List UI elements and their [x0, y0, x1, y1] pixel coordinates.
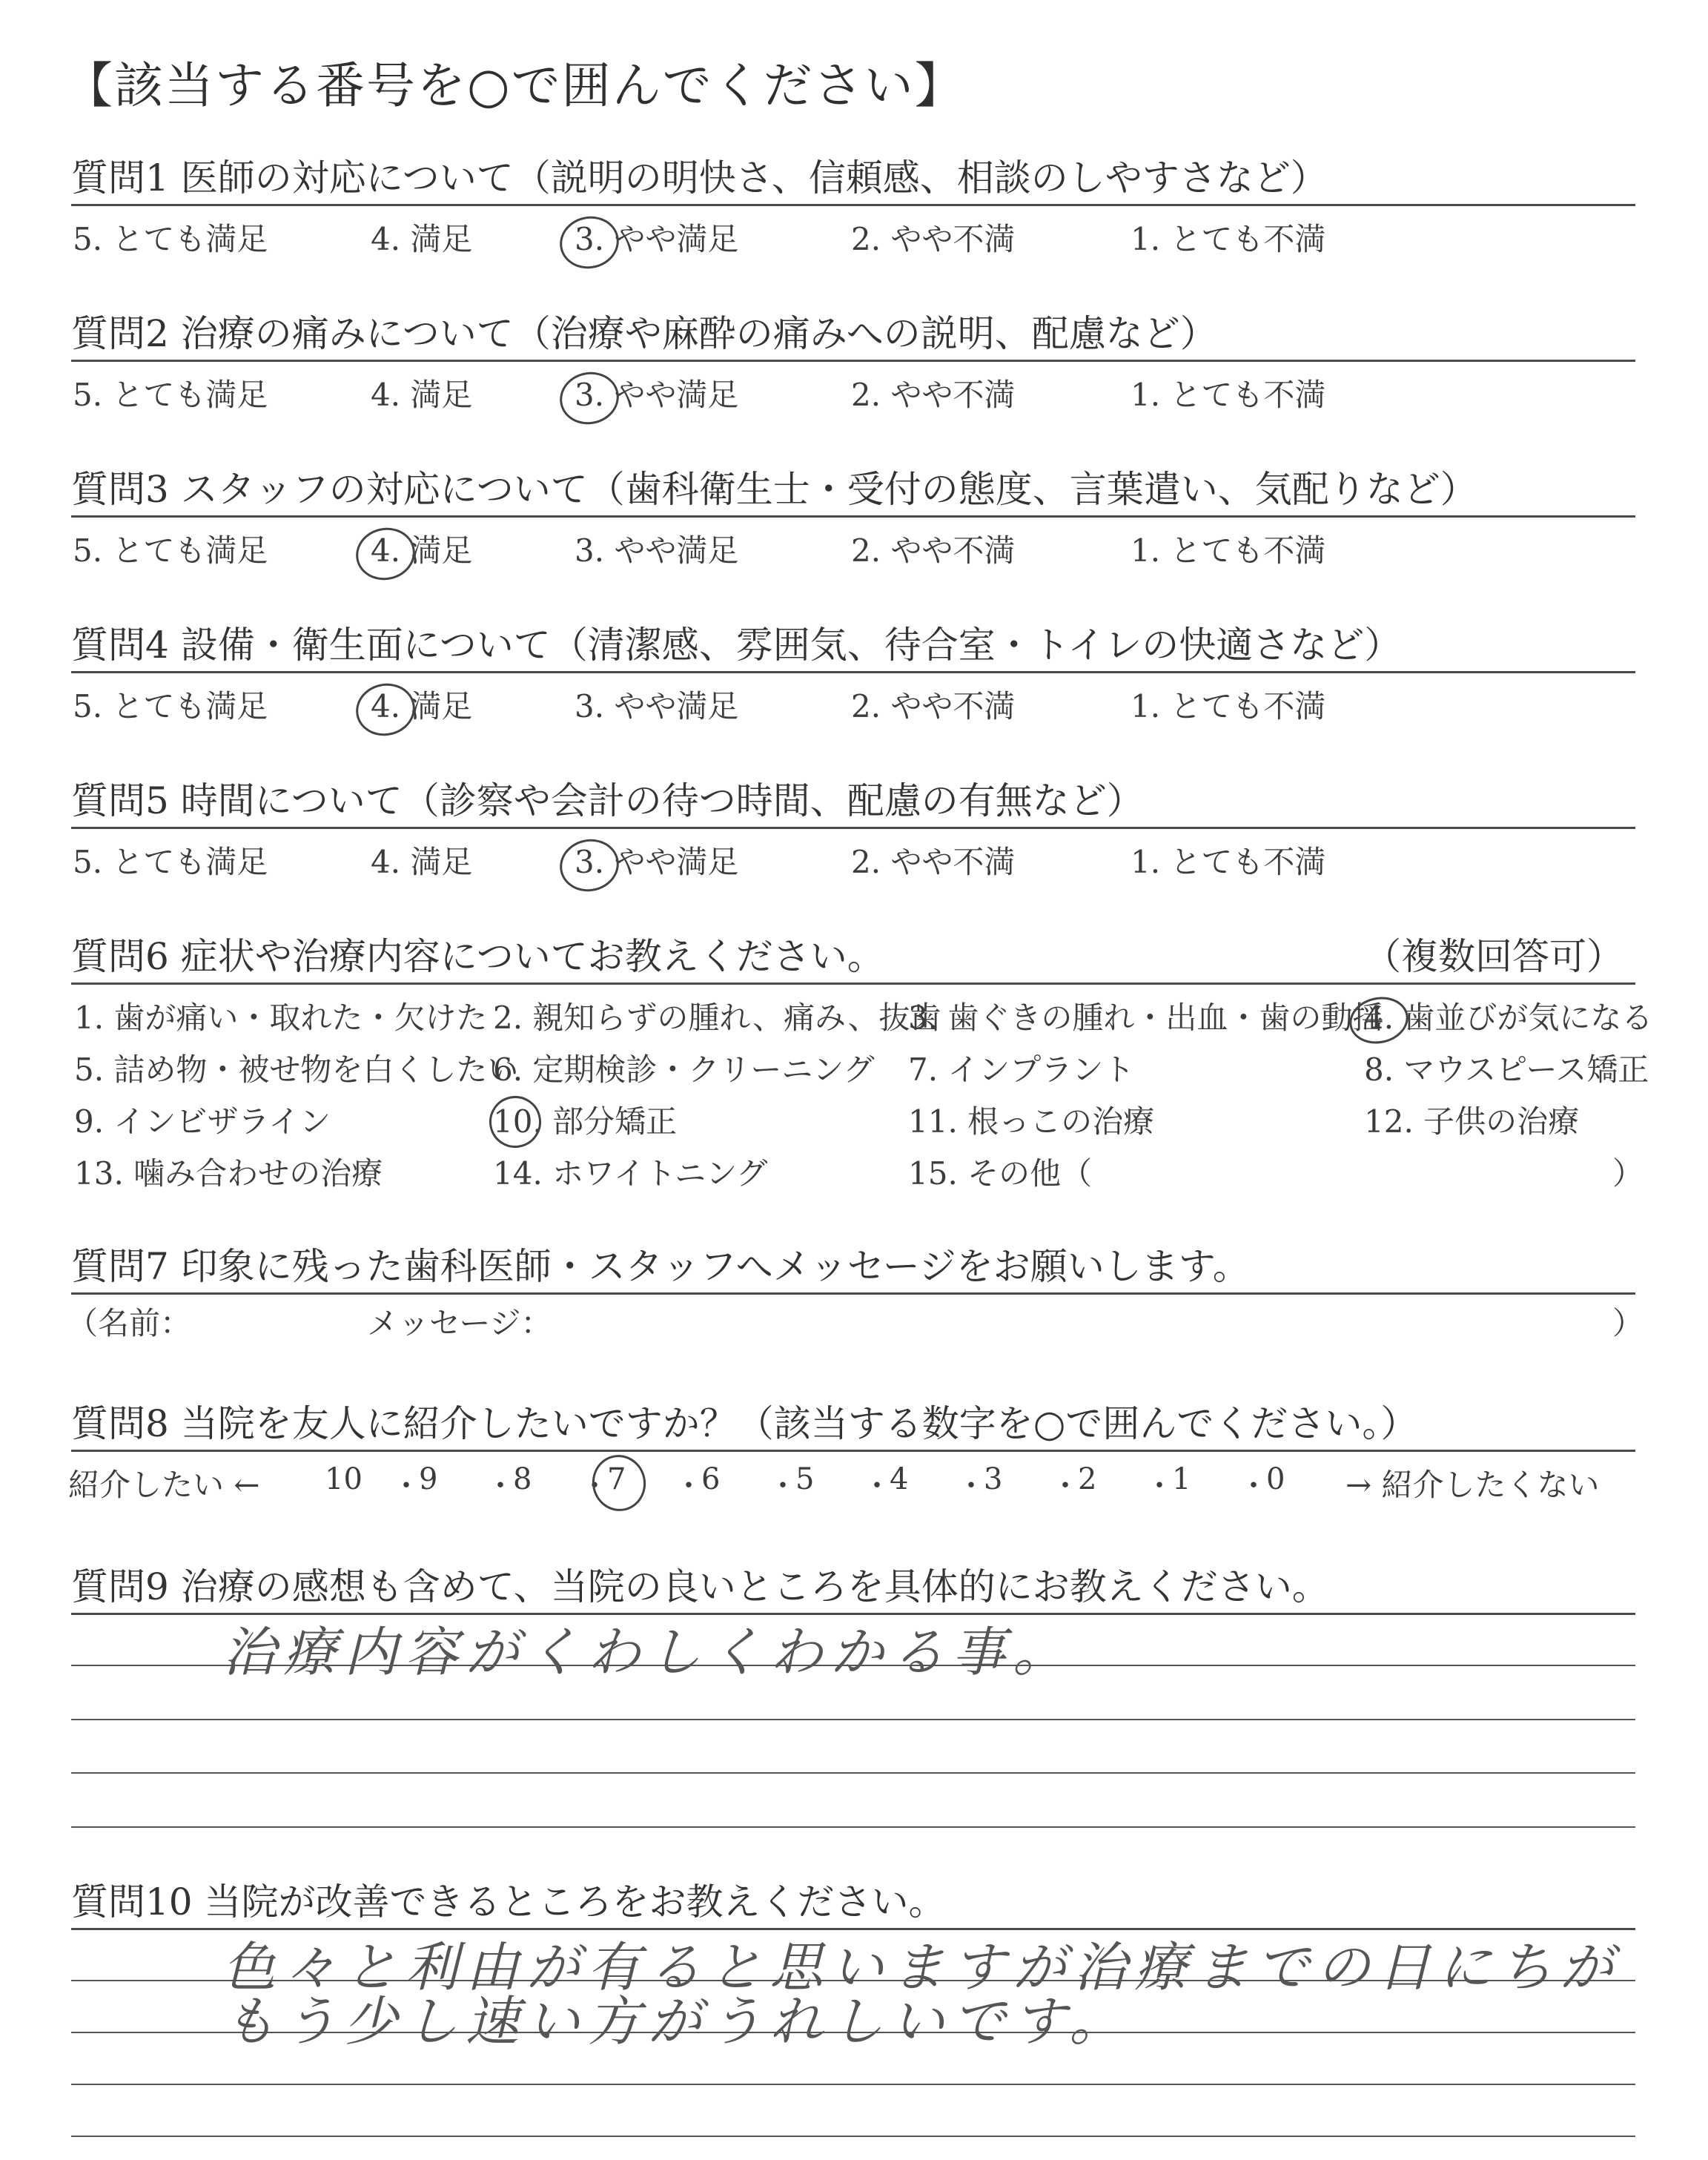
q1-option-2[interactable]: 2. やや不満: [851, 221, 1016, 257]
q8-separator-dot: ・: [674, 1469, 704, 1503]
q2-option-2[interactable]: 2. やや不満: [851, 377, 1016, 413]
question-1-title: 質問1 医師の対応について（説明の明快さ、信頼感、相談のしやすさなど）: [71, 156, 1328, 199]
q6-option-11[interactable]: 11. 根っこの治療: [908, 1103, 1155, 1140]
q8-scale-8[interactable]: 8: [513, 1462, 532, 1496]
q6-option-15[interactable]: 15. その他（: [908, 1155, 1093, 1192]
q8-left-label: 紹介したい ←: [68, 1467, 260, 1503]
q7-message-label: メッセージ：: [367, 1305, 552, 1341]
q2-option-1[interactable]: 1. とても不満: [1131, 377, 1326, 413]
q5-option-1[interactable]: 1. とても不満: [1131, 844, 1326, 880]
q1-option-1[interactable]: 1. とても不満: [1131, 221, 1326, 257]
writing-line: [71, 2136, 1635, 2137]
section-rule: [71, 1292, 1635, 1295]
q8-separator-dot: ・: [956, 1469, 986, 1503]
q6-option-10[interactable]: 10. 部分矯正: [493, 1103, 678, 1140]
q6-option-3[interactable]: 3. 歯ぐきの腫れ・出血・歯の動揺: [908, 1000, 1384, 1036]
q3-option-1[interactable]: 1. とても不満: [1131, 532, 1326, 569]
q3-option-5[interactable]: 5. とても満足: [73, 532, 268, 569]
q2-option-5[interactable]: 5. とても満足: [73, 377, 268, 413]
section-rule: [71, 827, 1635, 829]
writing-line: [71, 2084, 1635, 2085]
q8-separator-dot: ・: [1239, 1469, 1268, 1503]
question-5-title: 質問5 時間について（診察や会計の待つ時間、配慮の有無など）: [71, 779, 1144, 822]
q6-option-7[interactable]: 7. インプラント: [908, 1051, 1135, 1088]
writing-line: [71, 1826, 1635, 1828]
section-rule: [71, 360, 1635, 362]
q5-option-4[interactable]: 4. 満足: [371, 844, 473, 880]
q8-scale-5[interactable]: 5: [795, 1462, 815, 1496]
q8-right-label: → 紹介したくない: [1345, 1467, 1600, 1503]
q8-separator-dot: ・: [391, 1469, 421, 1503]
q5-option-3[interactable]: 3. やや満足: [575, 844, 739, 880]
q6-option-12[interactable]: 12. 子供の治療: [1364, 1103, 1580, 1140]
q7-close: ）: [1612, 1305, 1644, 1341]
q6-option-14[interactable]: 14. ホワイトニング: [493, 1155, 768, 1192]
q8-scale-10[interactable]: 10: [325, 1462, 363, 1496]
q4-option-5[interactable]: 5. とても満足: [73, 688, 268, 724]
q3-option-4[interactable]: 4. 満足: [371, 532, 473, 569]
section-rule: [71, 204, 1635, 206]
q8-scale-3[interactable]: 3: [984, 1462, 1003, 1496]
question-9-title: 質問9 治療の感想も含めて、当院の良いところを具体的にお教えください。: [71, 1565, 1329, 1608]
form-header: 【該当する番号を○で囲んでください】: [64, 57, 965, 114]
q8-scale-9[interactable]: 9: [419, 1462, 438, 1496]
question-6-note: （複数回答可）: [1364, 935, 1623, 978]
q5-option-5[interactable]: 5. とても満足: [73, 844, 268, 880]
q10-handwritten-answer-line2[interactable]: もう少し速い方がうれしいです。: [222, 1990, 1131, 2052]
q8-separator-dot: ・: [862, 1469, 892, 1503]
q3-option-3[interactable]: 3. やや満足: [575, 532, 739, 569]
q10-handwritten-answer-line1[interactable]: 色々と利由が有ると思いますが治療までの日にちが: [222, 1936, 1621, 1998]
writing-line: [71, 1719, 1635, 1720]
q4-option-2[interactable]: 2. やや不満: [851, 688, 1016, 724]
q6-option-5[interactable]: 5. 詰め物・被せ物を白くしたい: [74, 1051, 519, 1088]
q8-separator-dot: ・: [1145, 1469, 1174, 1503]
q2-option-3[interactable]: 3. やや満足: [575, 377, 739, 413]
q1-option-3[interactable]: 3. やや満足: [575, 221, 739, 257]
q5-option-2[interactable]: 2. やや不満: [851, 844, 1016, 880]
q6-option-6[interactable]: 6. 定期検診・クリーニング: [493, 1051, 875, 1088]
section-rule: [71, 1450, 1635, 1452]
q8-selection-circle: [587, 1450, 651, 1516]
q6-option-4[interactable]: 4. 歯並びが気になる: [1364, 1000, 1653, 1036]
q7-name-label: （名前：: [67, 1305, 192, 1341]
question-6-title: 質問6 症状や治療内容についてお教えください。: [71, 935, 884, 978]
q8-scale-1[interactable]: 1: [1172, 1462, 1191, 1496]
section-rule: [71, 515, 1635, 518]
q6-option-13[interactable]: 13. 噛み合わせの治療: [74, 1155, 383, 1192]
question-8-title: 質問8 当院を友人に紹介したいですか？（該当する数字を○で囲んでください。）: [71, 1402, 1418, 1445]
q8-separator-dot: ・: [1050, 1469, 1080, 1503]
q1-option-5[interactable]: 5. とても満足: [73, 221, 268, 257]
question-4-title: 質問4 設備・衛生面について（清潔感、雰囲気、待合室・トイレの快適さなど）: [71, 624, 1402, 667]
q6-option-8[interactable]: 8. マウスピース矯正: [1364, 1051, 1649, 1088]
q3-option-2[interactable]: 2. やや不満: [851, 532, 1016, 569]
section-rule: [71, 671, 1635, 673]
q8-scale-2[interactable]: 2: [1078, 1462, 1097, 1496]
q8-separator-dot: ・: [768, 1469, 798, 1503]
q4-option-4[interactable]: 4. 満足: [371, 688, 473, 724]
question-7-title: 質問7 印象に残った歯科医師・スタッフへメッセージをお願いします。: [71, 1245, 1250, 1288]
q6-option-1[interactable]: 1. 歯が痛い・取れた・欠けた: [74, 1000, 488, 1036]
writing-line: [71, 1772, 1635, 1774]
question-2-title: 質問2 治療の痛みについて（治療や麻酔の痛みへの説明、配慮など）: [71, 312, 1217, 355]
section-rule: [71, 982, 1635, 985]
q8-scale-6[interactable]: 6: [701, 1462, 721, 1496]
q8-scale-4[interactable]: 4: [890, 1462, 909, 1496]
question-10-title: 質問10 当院が改善できるところをお教えください。: [71, 1880, 946, 1923]
q4-option-1[interactable]: 1. とても不満: [1131, 688, 1326, 724]
q8-scale-7[interactable]: 7: [607, 1462, 626, 1496]
q6-other-close: ）: [1612, 1155, 1644, 1192]
q4-option-3[interactable]: 3. やや満足: [575, 688, 739, 724]
q9-handwritten-answer[interactable]: 治療内容がくわしくわかる事。: [222, 1621, 1074, 1683]
q8-separator-dot: ・: [486, 1469, 515, 1503]
question-3-title: 質問3 スタッフの対応について（歯科衛生士・受付の態度、言葉遣い、気配りなど）: [71, 468, 1477, 511]
q6-option-2[interactable]: 2. 親知らずの腫れ、痛み、抜歯: [493, 1000, 941, 1036]
q1-option-4[interactable]: 4. 満足: [371, 221, 473, 257]
q6-option-9[interactable]: 9. インビザライン: [74, 1103, 331, 1140]
q2-option-4[interactable]: 4. 満足: [371, 377, 473, 413]
q8-separator-dot: ・: [580, 1469, 609, 1503]
q8-scale-0[interactable]: 0: [1266, 1462, 1285, 1496]
